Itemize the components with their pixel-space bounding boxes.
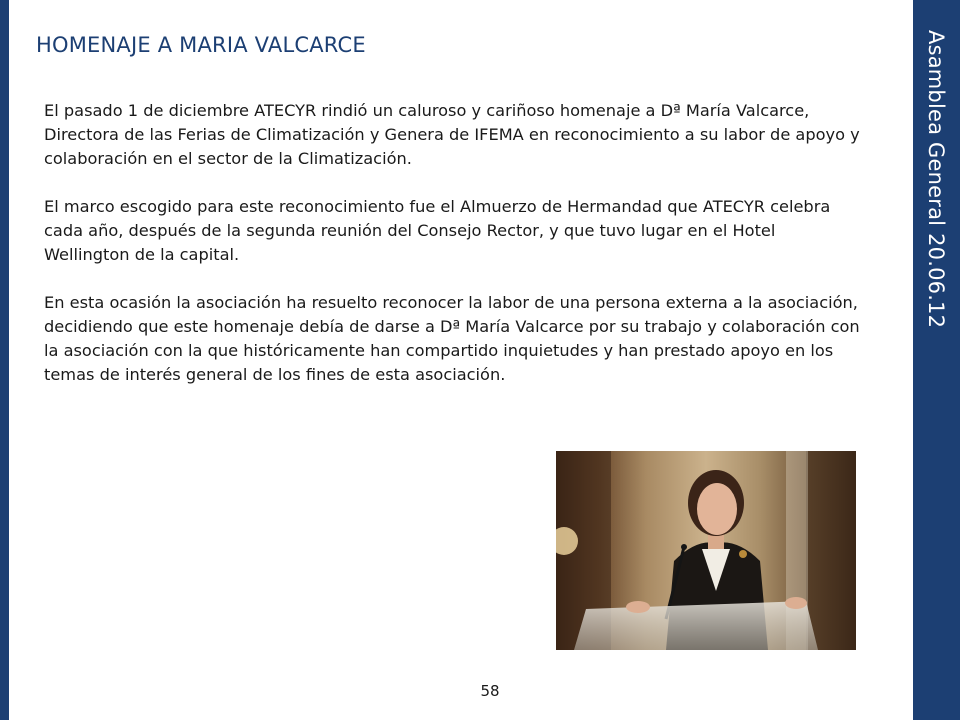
- paragraph-2: El marco escogido para este reconocimiento fue el Almuerzo de Hermandad que ATECYR celebra cada año, después de la segunda reunión del Consejo Rector, y que tuvo lugar en el Hotel Wellington de la capital.: [44, 197, 831, 264]
- page-title: HOMENAJE A MARIA VALCARCE: [36, 33, 366, 57]
- speaker-photo: [556, 451, 856, 650]
- paragraph-1: El pasado 1 de diciembre ATECYR rindió un caluroso y cariñoso homenaje a Dª María Valcarce, Directora de las Ferias de Climatización y Genera de IFEMA en reconocimiento a su labor de apoyo y colaboración en el sector de la Climatización.: [44, 101, 860, 168]
- side-title: Asamblea General 20.06.12: [924, 30, 948, 329]
- side-title-container: [913, 0, 960, 720]
- left-accent-bar: [0, 0, 9, 720]
- page-number: 58: [480, 682, 500, 700]
- body-text: [44, 99, 864, 411]
- paragraph-3: En esta ocasión la asociación ha resuelto reconocer la labor de una persona externa a la asociación, decidiendo que este homenaje debía de darse a Dª María Valcarce por su trabajo y colaboración con la asociación con la que históricamente han compartido inquietudes y han prestado apoyo en los temas de interés general de los fines de esta asociación.: [44, 293, 860, 384]
- speaker-photo-illustration: [556, 451, 856, 650]
